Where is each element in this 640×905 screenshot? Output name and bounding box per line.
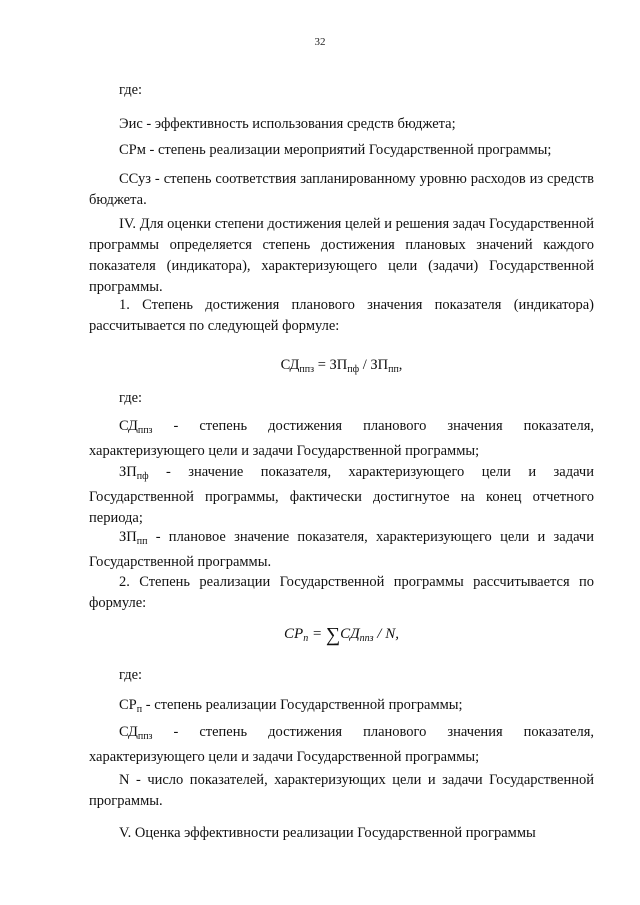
def-zp-pf-term: ЗП <box>119 464 137 480</box>
section-v-heading: V. Оценка эффективности реализации Государственной программы <box>119 825 536 841</box>
def-sd-ppz-1-sub: ппз <box>137 425 153 436</box>
formula-1-div: / ЗП <box>359 357 389 373</box>
def-zp-pf-sub: пф <box>136 471 149 482</box>
def-sr-p-sub: п <box>136 704 143 715</box>
item-1-paragraph: 1. Степень достижения планового значения показателя (индикатора) рассчитывается по следующей формуле: <box>89 297 594 334</box>
formula-2-sd: СД <box>340 626 360 642</box>
def-sd-ppz-2-term: СД <box>119 724 138 740</box>
def-sr-p-text: - степень реализации Государственной программы; <box>142 697 463 713</box>
def-sd-ppz-2-sub: ппз <box>137 731 153 742</box>
def-zp-pf <box>89 462 594 529</box>
item-2-paragraph: 2. Степень реализации Государственной программы рассчитывается по формуле: <box>89 574 594 611</box>
def-sr-p <box>89 695 594 720</box>
formula-1-sd: СД <box>280 357 300 373</box>
where-label-3: где: <box>119 667 143 683</box>
formula-2-cr: СР <box>284 626 304 642</box>
def-sr-p-term: СР <box>119 697 137 713</box>
where-label-1: где: <box>119 82 143 98</box>
def-sd-ppz-2 <box>89 722 594 768</box>
page-number: 32 <box>314 36 326 48</box>
def-zp-pf-text: - значение показателя, характеризующего цели и задачи Государственной программы, фактически достигнутое на конец отчетного периода; <box>89 464 594 526</box>
formula-1 <box>89 355 594 380</box>
def-zp-pp <box>89 527 594 573</box>
formula-2-eq: = <box>308 626 326 642</box>
formula-2-cr-sub: п <box>303 633 309 644</box>
def-n: N - число показателей, характеризующих цели и задачи Государственной программы. <box>89 772 594 809</box>
formula-2-sum-sign: ∑ <box>325 624 341 646</box>
section-iv-paragraph: IV. Для оценки степени достижения целей и решения задач Государственной программы определяется степень достижения плановых значений каждого показателя (индикатора), характеризующего цели (задачи) Государственной программы. <box>89 216 594 295</box>
where-label-2: где: <box>119 390 143 406</box>
def-sd-ppz-1-text: - степень достижения планового значения показателя, характеризующего цели и задачи Государственной программы; <box>89 418 594 459</box>
def-ssuz: ССуз - степень соответствия запланированному уровню расходов из средств бюджета. <box>89 171 594 208</box>
formula-1-zp-sub-plan: пп <box>388 364 399 375</box>
def-srm: СРм - степень реализации мероприятий Государственной программы; <box>119 142 552 158</box>
formula-2 <box>89 624 594 649</box>
def-zp-pp-term: ЗП <box>119 529 137 545</box>
formula-1-sd-sub: ппз <box>299 364 315 375</box>
formula-2-sd-sub: ппз <box>359 633 374 644</box>
def-sd-ppz-1-term: СД <box>119 418 138 434</box>
def-zp-pp-text: - плановое значение показателя, характеризующего цели и задачи Государственной программы. <box>89 529 594 570</box>
def-sd-ppz-1 <box>89 416 594 462</box>
formula-1-end: , <box>398 357 403 373</box>
formula-1-zp-sub-fact: пф <box>347 364 360 375</box>
formula-1-eq: = ЗП <box>314 357 348 373</box>
def-sd-ppz-2-text: - степень достижения планового значения показателя, характеризующего цели и задачи Государственной программы; <box>89 724 594 765</box>
def-zp-pp-sub: пп <box>136 536 148 547</box>
formula-2-end: / N, <box>373 626 399 642</box>
def-eis: Эис - эффективность использования средств бюджета; <box>119 116 456 132</box>
